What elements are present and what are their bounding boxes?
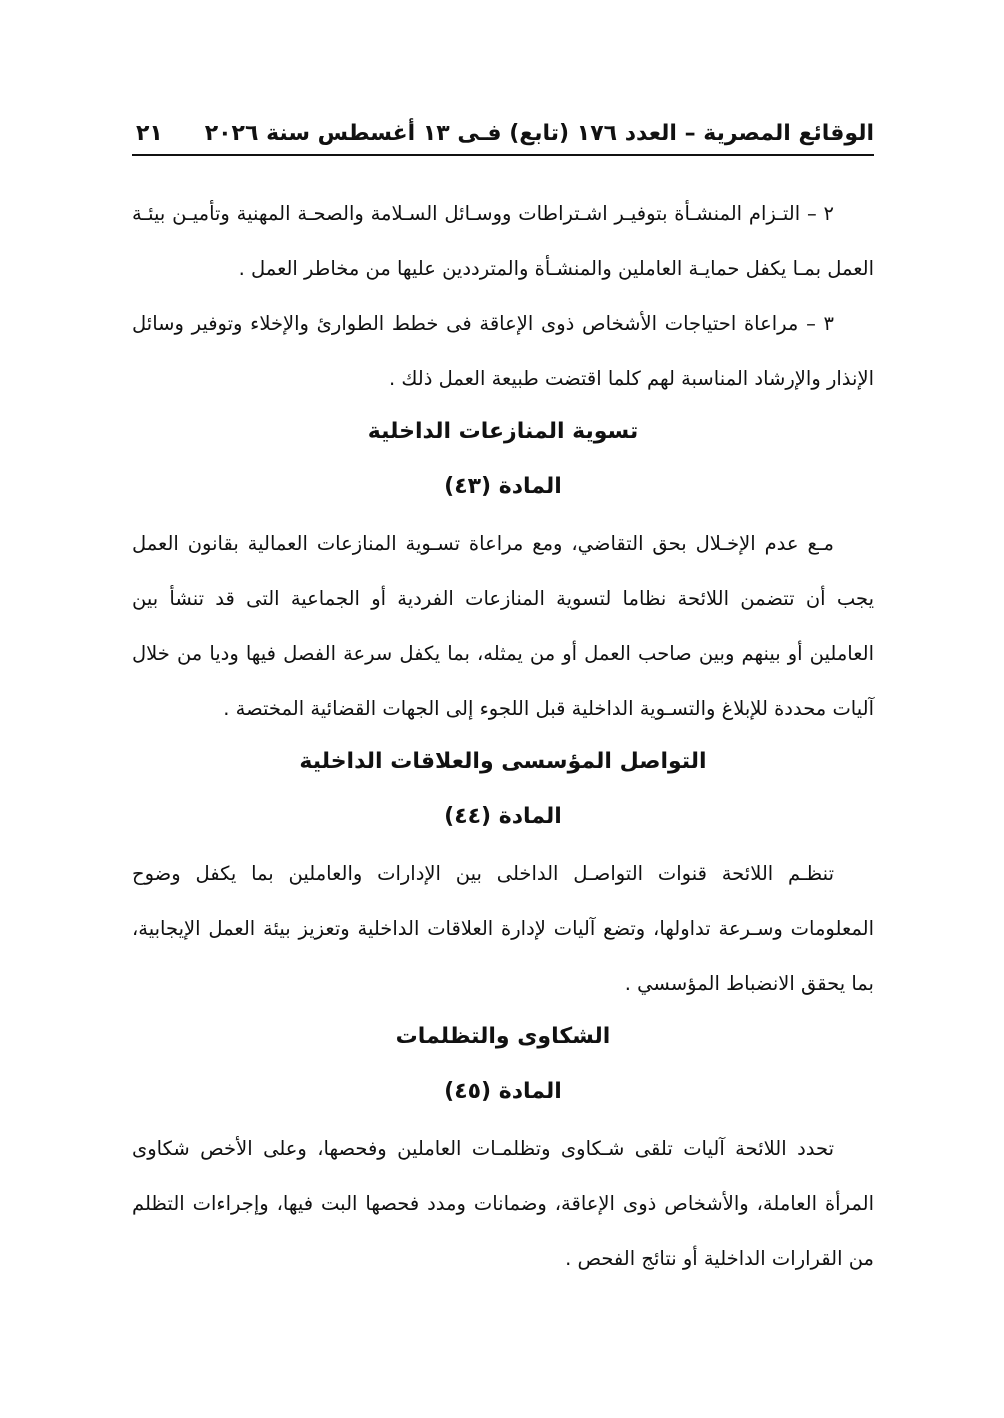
article-title-45: المادة (٤٥) bbox=[444, 1079, 562, 1104]
section-heading-complaints: الشكاوى والتظلمات bbox=[395, 1024, 611, 1049]
list-item-3: ٣ – مراعاة احتياجات الأشخاص ذوى الإعاقة فى خطط الطوارئ والإخلاء وتوفير وسائل الإنذار والإرشاد المناسبة لهم كلما اقتضت طبيعة العمل ذلك . bbox=[132, 312, 874, 390]
page-header bbox=[132, 112, 874, 156]
page-content bbox=[132, 186, 874, 1286]
article-title-44: المادة (٤٤) bbox=[444, 804, 562, 829]
section-heading-communication: التواصل المؤسسى والعلاقات الداخلية bbox=[299, 749, 707, 774]
article-title-43: المادة (٤٣) bbox=[444, 474, 562, 499]
section-heading-disputes: تسوية المنازعات الداخلية bbox=[367, 419, 639, 444]
page-number: ٢١ bbox=[136, 120, 163, 146]
article-body-44: تنظـم اللائحة قنوات التواصـل الداخلى بين الإدارات والعاملين بما يكفل وضوح المعلومات وسـرعة تداولها، وتضع آليات لإدارة العلاقات الداخلية وتعزيز بيئة العمل الإيجابية، بما يحقق الانضباط المؤسسي . bbox=[132, 862, 874, 995]
gazette-page bbox=[132, 0, 874, 1418]
header-title: الوقائع المصرية – العدد ١٧٦ (تابع) فـى ١٣ أغسطس سنة ٢٠٢٦ bbox=[204, 120, 874, 146]
article-body-45: تحدد اللائحة آليات تلقى شـكاوى وتظلمـات العاملين وفحصها، وعلى الأخص شكاوى المرأة العاملة، والأشخاص ذوى الإعاقة، وضمانات ومدد فحصها البت فيها، وإجراءات التظلم من القرارات الداخلية أو نتائج الفحص . bbox=[132, 1137, 874, 1270]
article-body-43: مـع عدم الإخـلال بحق التقاضي، ومع مراعاة تسـوية المنازعات العمالية بقانون العمل يجب أن تتضمن اللائحة نظاما لتسوية المنازعات الفردية أو الجماعية التى قد تنشأ بين العاملين أو بينهم وبين صاحب العمل أو من يمثله، بما يكفل سرعة الفصل فيها وديا من خلال آليات محددة للإبلاغ والتسـوية الداخلية قبل اللجوء إلى الجهات القضائية المختصة . bbox=[132, 532, 874, 720]
list-item-2: ٢ – التـزام المنشـأة بتوفيـر اشـتراطات ووسـائل السـلامة والصحـة المهنية وتأميـن بيئـة العمل بمـا يكفل حمايـة العاملين والمنشـأة والمترددين عليها من مخاطر العمل . bbox=[132, 202, 874, 280]
